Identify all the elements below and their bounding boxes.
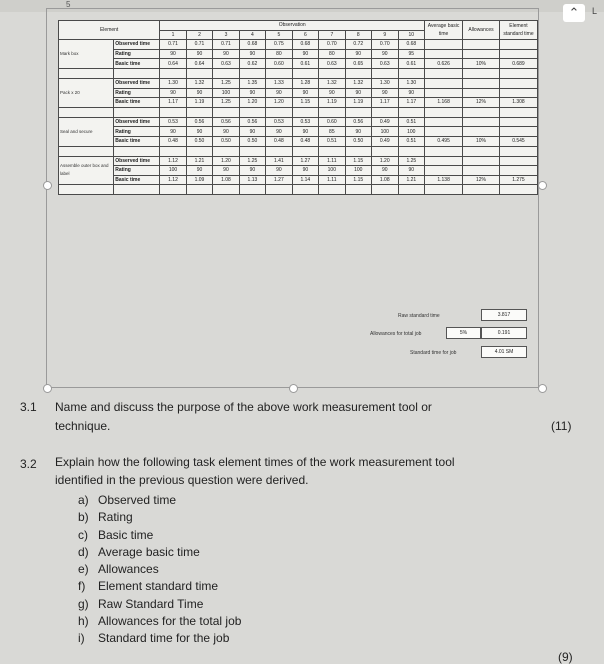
time-value: 1.12 bbox=[160, 175, 186, 185]
time-value: 0.51 bbox=[319, 136, 345, 146]
time-value: 90 bbox=[160, 127, 186, 137]
allowance-value bbox=[463, 156, 500, 166]
time-value: 0.71 bbox=[186, 40, 212, 50]
time-value: 0.62 bbox=[239, 59, 265, 69]
element-name: Assemble outer box and label bbox=[59, 156, 114, 185]
empty-cell bbox=[398, 68, 425, 78]
element-standard-time-value bbox=[499, 40, 537, 50]
time-value: 1.33 bbox=[266, 78, 292, 88]
time-value: 80 bbox=[319, 49, 345, 59]
element-standard-time-value: 0.689 bbox=[499, 59, 537, 69]
empty-cell bbox=[319, 146, 345, 156]
empty-cell bbox=[499, 107, 537, 117]
time-value: 1.19 bbox=[345, 98, 371, 108]
empty-cell bbox=[59, 68, 114, 78]
row-label: Rating bbox=[114, 49, 160, 59]
time-value: 0.48 bbox=[160, 136, 186, 146]
time-value: 1.30 bbox=[160, 78, 186, 88]
time-value: 90 bbox=[186, 166, 212, 176]
empty-cell bbox=[425, 68, 463, 78]
standard-time-label: Standard time for job bbox=[410, 350, 457, 356]
time-value: 0.60 bbox=[319, 117, 345, 127]
time-value: 90 bbox=[160, 49, 186, 59]
table-row bbox=[59, 40, 538, 50]
empty-cell bbox=[213, 185, 239, 195]
element-standard-time-value bbox=[499, 88, 537, 98]
table-header-row bbox=[59, 21, 538, 31]
empty-cell bbox=[186, 146, 212, 156]
cycle-number: 3 bbox=[213, 30, 239, 40]
empty-cell bbox=[398, 185, 425, 195]
spacer-row bbox=[59, 68, 538, 78]
time-value: 0.68 bbox=[239, 40, 265, 50]
empty-cell bbox=[463, 185, 500, 195]
list-item: g) Raw Standard Time bbox=[78, 596, 204, 611]
time-value: 0.49 bbox=[372, 117, 398, 127]
empty-cell bbox=[160, 68, 186, 78]
header-allowances: Allowances bbox=[463, 21, 500, 40]
time-value: 90 bbox=[239, 88, 265, 98]
time-value: 1.13 bbox=[239, 175, 265, 185]
cycle-number: 8 bbox=[345, 30, 371, 40]
empty-cell bbox=[239, 146, 265, 156]
time-value: 90 bbox=[372, 88, 398, 98]
header-element-standard-time: Element standard time bbox=[499, 21, 537, 40]
empty-cell bbox=[463, 107, 500, 117]
time-value: 1.19 bbox=[186, 98, 212, 108]
empty-cell bbox=[425, 185, 463, 195]
empty-cell bbox=[292, 185, 318, 195]
allowance-value: 12% bbox=[463, 98, 500, 108]
empty-cell bbox=[292, 146, 318, 156]
empty-cell bbox=[239, 68, 265, 78]
time-value: 1.17 bbox=[372, 98, 398, 108]
time-value: 0.48 bbox=[266, 136, 292, 146]
time-value: 0.48 bbox=[292, 136, 318, 146]
time-value: 90 bbox=[292, 88, 318, 98]
empty-cell bbox=[114, 107, 160, 117]
empty-cell bbox=[114, 185, 160, 195]
time-value: 1.32 bbox=[319, 78, 345, 88]
empty-cell bbox=[372, 185, 398, 195]
element-standard-time-value bbox=[499, 117, 537, 127]
time-value: 90 bbox=[398, 88, 425, 98]
empty-cell bbox=[463, 146, 500, 156]
average-basic-time-value bbox=[425, 156, 463, 166]
empty-cell bbox=[266, 185, 292, 195]
time-value: 0.50 bbox=[213, 136, 239, 146]
time-value: 90 bbox=[213, 166, 239, 176]
empty-cell bbox=[160, 185, 186, 195]
time-value: 0.72 bbox=[345, 40, 371, 50]
spacer-row bbox=[59, 185, 538, 195]
time-value: 90 bbox=[319, 88, 345, 98]
empty-cell bbox=[213, 107, 239, 117]
time-value: 1.25 bbox=[213, 78, 239, 88]
empty-cell bbox=[266, 68, 292, 78]
time-value: 1.30 bbox=[372, 78, 398, 88]
empty-cell bbox=[239, 107, 265, 117]
allowance-value bbox=[463, 166, 500, 176]
average-basic-time-value: 1.138 bbox=[425, 175, 463, 185]
standard-time-value: 4.01 SM bbox=[481, 346, 527, 358]
time-value: 90 bbox=[239, 166, 265, 176]
spacer-row bbox=[59, 146, 538, 156]
allowance-value bbox=[463, 78, 500, 88]
header-observation: Observation bbox=[160, 21, 425, 31]
time-value: 1.09 bbox=[186, 175, 212, 185]
empty-cell bbox=[213, 146, 239, 156]
time-value: 1.30 bbox=[398, 78, 425, 88]
empty-cell bbox=[345, 107, 371, 117]
time-study-table bbox=[58, 20, 538, 195]
time-value: 90 bbox=[372, 166, 398, 176]
time-value: 0.49 bbox=[372, 136, 398, 146]
empty-cell bbox=[499, 185, 537, 195]
time-value: 1.19 bbox=[319, 98, 345, 108]
table-row bbox=[59, 166, 538, 176]
time-value: 85 bbox=[319, 127, 345, 137]
time-value: 100 bbox=[398, 127, 425, 137]
empty-cell bbox=[372, 107, 398, 117]
time-value: 1.25 bbox=[239, 156, 265, 166]
raw-standard-label: Raw standard time bbox=[398, 313, 440, 319]
cycle-number: 5 bbox=[266, 30, 292, 40]
average-basic-time-value: 0.626 bbox=[425, 59, 463, 69]
list-item: b) Rating bbox=[78, 510, 133, 525]
empty-cell bbox=[186, 107, 212, 117]
element-standard-time-value bbox=[499, 49, 537, 59]
time-value: 1.20 bbox=[266, 98, 292, 108]
average-basic-time-value: 0.495 bbox=[425, 136, 463, 146]
empty-cell bbox=[114, 146, 160, 156]
time-value: 0.64 bbox=[160, 59, 186, 69]
average-basic-time-value bbox=[425, 117, 463, 127]
allowance-value: 12% bbox=[463, 175, 500, 185]
time-value: 1.35 bbox=[239, 78, 265, 88]
time-value: 0.53 bbox=[266, 117, 292, 127]
cycle-number: 9 bbox=[372, 30, 398, 40]
empty-cell bbox=[372, 146, 398, 156]
time-value: 0.53 bbox=[292, 117, 318, 127]
time-value: 90 bbox=[292, 49, 318, 59]
empty-cell bbox=[425, 146, 463, 156]
time-value: 0.70 bbox=[372, 40, 398, 50]
question-3-1-line2: technique. bbox=[55, 419, 111, 433]
empty-cell bbox=[398, 107, 425, 117]
empty-cell bbox=[319, 68, 345, 78]
cycle-number: 7 bbox=[319, 30, 345, 40]
average-basic-time-value bbox=[425, 166, 463, 176]
time-value: 1.11 bbox=[319, 156, 345, 166]
allowance-value bbox=[463, 127, 500, 137]
allowance-value bbox=[463, 49, 500, 59]
time-value: 90 bbox=[239, 127, 265, 137]
row-label: Observed time bbox=[114, 156, 160, 166]
empty-cell bbox=[160, 146, 186, 156]
time-value: 0.53 bbox=[160, 117, 186, 127]
time-value: 0.63 bbox=[319, 59, 345, 69]
time-value: 0.70 bbox=[319, 40, 345, 50]
time-value: 95 bbox=[398, 49, 425, 59]
element-standard-time-value: 1.308 bbox=[499, 98, 537, 108]
time-value: 1.15 bbox=[345, 156, 371, 166]
time-value: 0.50 bbox=[239, 136, 265, 146]
time-value: 0.61 bbox=[292, 59, 318, 69]
row-label: Basic time bbox=[114, 98, 160, 108]
average-basic-time-value bbox=[425, 49, 463, 59]
time-value: 90 bbox=[186, 88, 212, 98]
time-value: 0.64 bbox=[186, 59, 212, 69]
row-label: Basic time bbox=[114, 59, 160, 69]
empty-cell bbox=[266, 107, 292, 117]
list-item: f) Element standard time bbox=[78, 579, 219, 594]
raw-standard-value: 3.817 bbox=[481, 309, 527, 321]
time-value: 90 bbox=[266, 166, 292, 176]
question-3-1-marks: (11) bbox=[551, 419, 572, 433]
frame-handle-bottom-left[interactable] bbox=[43, 384, 52, 393]
time-value: 1.08 bbox=[372, 175, 398, 185]
average-basic-time-value bbox=[425, 78, 463, 88]
time-value: 0.71 bbox=[213, 40, 239, 50]
time-value: 1.17 bbox=[398, 98, 425, 108]
time-value: 90 bbox=[266, 88, 292, 98]
row-label: Observed time bbox=[114, 40, 160, 50]
time-value: 1.20 bbox=[213, 156, 239, 166]
row-label: Rating bbox=[114, 166, 160, 176]
frame-handle-bottom[interactable] bbox=[289, 384, 298, 393]
time-value: 90 bbox=[292, 166, 318, 176]
time-value: 1.41 bbox=[266, 156, 292, 166]
row-label: Observed time bbox=[114, 78, 160, 88]
edge-label: L bbox=[592, 6, 598, 16]
average-basic-time-value bbox=[425, 40, 463, 50]
table-row bbox=[59, 156, 538, 166]
empty-cell bbox=[186, 185, 212, 195]
element-standard-time-value bbox=[499, 166, 537, 176]
empty-cell bbox=[292, 68, 318, 78]
allowance-value bbox=[463, 117, 500, 127]
row-label: Rating bbox=[114, 88, 160, 98]
time-value: 1.32 bbox=[186, 78, 212, 88]
question-3-1-line1: Name and discuss the purpose of the above work measurement tool or bbox=[55, 400, 432, 414]
allowances-total-value: 0.191 bbox=[481, 327, 527, 339]
time-value: 90 bbox=[213, 49, 239, 59]
question-3-2-line2: identified in the previous question were derived. bbox=[55, 473, 309, 487]
spacer-row bbox=[59, 107, 538, 117]
empty-cell bbox=[213, 68, 239, 78]
list-item: h) Allowances for the total job bbox=[78, 614, 242, 629]
empty-cell bbox=[319, 107, 345, 117]
header-element: Element bbox=[59, 21, 160, 40]
empty-cell bbox=[499, 146, 537, 156]
time-value: 90 bbox=[345, 49, 371, 59]
table-row bbox=[59, 98, 538, 108]
empty-cell bbox=[59, 146, 114, 156]
table-row bbox=[59, 117, 538, 127]
table-row bbox=[59, 49, 538, 59]
empty-cell bbox=[292, 107, 318, 117]
time-value: 1.17 bbox=[160, 98, 186, 108]
element-standard-time-value bbox=[499, 156, 537, 166]
time-value: 1.27 bbox=[266, 175, 292, 185]
empty-cell bbox=[345, 146, 371, 156]
time-value: 0.60 bbox=[266, 59, 292, 69]
time-value: 1.27 bbox=[292, 156, 318, 166]
question-3-1-number: 3.1 bbox=[20, 400, 37, 414]
table-row bbox=[59, 127, 538, 137]
time-value: 0.75 bbox=[266, 40, 292, 50]
time-value: 90 bbox=[213, 127, 239, 137]
time-value: 1.25 bbox=[398, 156, 425, 166]
time-value: 1.20 bbox=[372, 156, 398, 166]
collapse-chevron-icon[interactable]: ⌃ bbox=[563, 4, 585, 22]
time-value: 0.68 bbox=[398, 40, 425, 50]
empty-cell bbox=[59, 107, 114, 117]
list-item: c) Basic time bbox=[78, 527, 154, 542]
time-value: 1.21 bbox=[186, 156, 212, 166]
time-value: 0.65 bbox=[345, 59, 371, 69]
time-value: 0.51 bbox=[398, 117, 425, 127]
empty-cell bbox=[398, 146, 425, 156]
time-value: 1.25 bbox=[213, 98, 239, 108]
time-value: 90 bbox=[345, 127, 371, 137]
time-value: 90 bbox=[372, 49, 398, 59]
list-item: d) Average basic time bbox=[78, 544, 200, 559]
empty-cell bbox=[186, 68, 212, 78]
list-item: i) Standard time for the job bbox=[78, 631, 230, 646]
time-value: 0.50 bbox=[345, 136, 371, 146]
allowances-total-label: Allowances for total job bbox=[370, 331, 422, 337]
time-value: 0.56 bbox=[239, 117, 265, 127]
time-value: 0.61 bbox=[398, 59, 425, 69]
cycle-number: 2 bbox=[186, 30, 212, 40]
table-row bbox=[59, 136, 538, 146]
empty-cell bbox=[463, 68, 500, 78]
question-3-2-number: 3.2 bbox=[20, 457, 37, 471]
frame-handle-left[interactable] bbox=[43, 181, 52, 190]
time-value: 100 bbox=[213, 88, 239, 98]
time-value: 90 bbox=[186, 49, 212, 59]
table-row bbox=[59, 175, 538, 185]
time-value: 1.28 bbox=[292, 78, 318, 88]
time-value: 90 bbox=[266, 127, 292, 137]
question-3-2-marks: (9) bbox=[558, 650, 573, 664]
row-label: Observed time bbox=[114, 117, 160, 127]
cycle-number: 1 bbox=[160, 30, 186, 40]
element-standard-time-value: 0.545 bbox=[499, 136, 537, 146]
page-number: 5 bbox=[66, 0, 71, 9]
time-value: 1.08 bbox=[213, 175, 239, 185]
time-value: 1.15 bbox=[345, 175, 371, 185]
allowances-total-percent: 5% bbox=[446, 327, 481, 339]
row-label: Basic time bbox=[114, 136, 160, 146]
time-value: 1.15 bbox=[292, 98, 318, 108]
time-value: 0.56 bbox=[345, 117, 371, 127]
empty-cell bbox=[114, 68, 160, 78]
time-value: 90 bbox=[292, 127, 318, 137]
table-row bbox=[59, 78, 538, 88]
empty-cell bbox=[345, 68, 371, 78]
time-value: 90 bbox=[398, 166, 425, 176]
list-item: e) Allowances bbox=[78, 562, 159, 577]
allowance-value bbox=[463, 40, 500, 50]
time-value: 0.68 bbox=[292, 40, 318, 50]
time-value: 0.56 bbox=[213, 117, 239, 127]
time-value: 80 bbox=[266, 49, 292, 59]
empty-cell bbox=[266, 146, 292, 156]
empty-cell bbox=[160, 107, 186, 117]
time-value: 100 bbox=[319, 166, 345, 176]
time-value: 1.32 bbox=[345, 78, 371, 88]
element-name: Seal and secure bbox=[59, 117, 114, 146]
time-value: 90 bbox=[239, 49, 265, 59]
empty-cell bbox=[59, 185, 114, 195]
table-row bbox=[59, 88, 538, 98]
empty-cell bbox=[239, 185, 265, 195]
average-basic-time-value bbox=[425, 127, 463, 137]
time-value: 1.20 bbox=[239, 98, 265, 108]
row-label: Basic time bbox=[114, 175, 160, 185]
empty-cell bbox=[345, 185, 371, 195]
time-value: 100 bbox=[345, 166, 371, 176]
time-value: 100 bbox=[160, 166, 186, 176]
table-row bbox=[59, 59, 538, 69]
time-value: 1.21 bbox=[398, 175, 425, 185]
question-3-2-items bbox=[78, 492, 241, 648]
list-item: a) Observed time bbox=[78, 493, 177, 507]
element-standard-time-value bbox=[499, 127, 537, 137]
empty-cell bbox=[319, 185, 345, 195]
cycle-number: 4 bbox=[239, 30, 265, 40]
time-value: 0.50 bbox=[186, 136, 212, 146]
time-value: 1.14 bbox=[292, 175, 318, 185]
time-value: 100 bbox=[372, 127, 398, 137]
empty-cell bbox=[372, 68, 398, 78]
cycle-number: 10 bbox=[398, 30, 425, 40]
frame-handle-bottom-right[interactable] bbox=[538, 384, 547, 393]
time-value: 0.71 bbox=[160, 40, 186, 50]
row-label: Rating bbox=[114, 127, 160, 137]
time-value: 0.63 bbox=[213, 59, 239, 69]
header-average-basic-time: Average basic time bbox=[425, 21, 463, 40]
allowance-value bbox=[463, 88, 500, 98]
empty-cell bbox=[499, 68, 537, 78]
question-3-2-line1: Explain how the following task element times of the work measurement tool bbox=[55, 455, 455, 469]
average-basic-time-value bbox=[425, 88, 463, 98]
time-value: 0.51 bbox=[398, 136, 425, 146]
element-name: Pack x 20 bbox=[59, 78, 114, 107]
allowance-value: 10% bbox=[463, 136, 500, 146]
time-value: 1.11 bbox=[319, 175, 345, 185]
element-standard-time-value bbox=[499, 78, 537, 88]
time-value: 1.12 bbox=[160, 156, 186, 166]
allowance-value: 10% bbox=[463, 59, 500, 69]
time-value: 90 bbox=[186, 127, 212, 137]
empty-cell bbox=[425, 107, 463, 117]
frame-handle-right[interactable] bbox=[538, 181, 547, 190]
element-standard-time-value: 1.275 bbox=[499, 175, 537, 185]
time-value: 90 bbox=[160, 88, 186, 98]
element-name: Mark box bbox=[59, 40, 114, 69]
average-basic-time-value: 1.168 bbox=[425, 98, 463, 108]
time-value: 0.56 bbox=[186, 117, 212, 127]
cycle-number: 6 bbox=[292, 30, 318, 40]
time-value: 0.63 bbox=[372, 59, 398, 69]
time-value: 90 bbox=[345, 88, 371, 98]
